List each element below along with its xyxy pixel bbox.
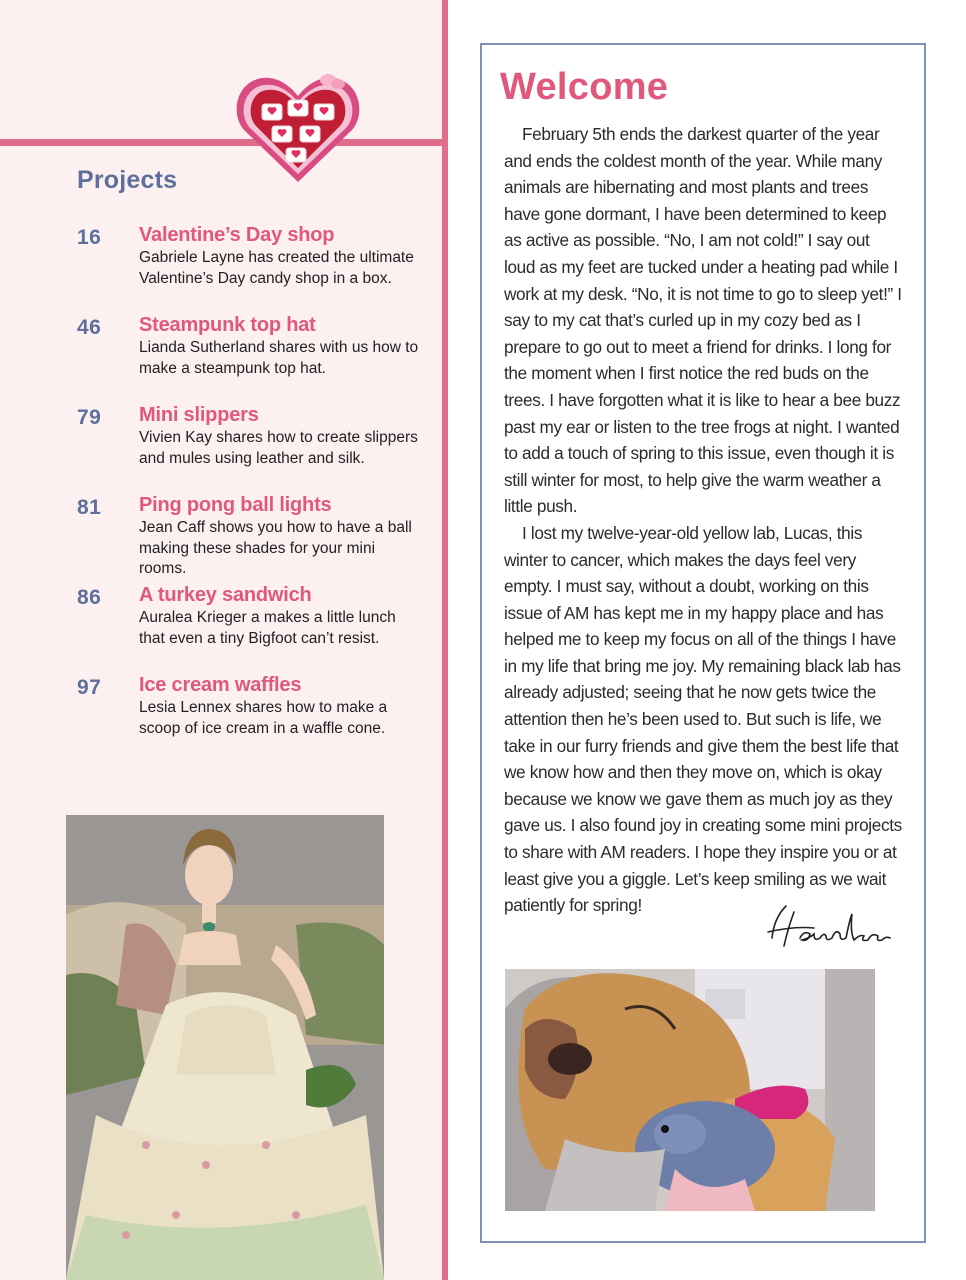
project-title[interactable]: Valentine’s Day shop [139,224,335,246]
doll-photo [66,815,384,1280]
vertical-divider [442,0,448,1280]
project-page-number: 16 [77,226,102,249]
projects-heading: Projects [77,166,178,194]
project-title[interactable]: Steampunk top hat [139,314,316,336]
project-page-number: 46 [77,316,102,339]
top-divider [0,139,444,146]
welcome-paragraph: I lost my twelve-year-old yellow lab, Lucas, this winter to cancer, which makes the days feel very empty. I must say, without a doubt, working on this issue of AM has kept me in my happy place and has helped me to keep my focus on all of the things I have in my life that bring me joy. My remaining black lab has already adjusted; seeing that he now gets twice the attention then he’s been used to. But such is life, we take in our furry friends and give them the best life that we know how and then they move on, which is okay because we know we gave them as much joy as they gave us. I also found joy in creating some mini projects to share with AM readers. I hope they inspire you or at least give you a giggle. Let’s keep smiling as we wait patiently for spring! [504,522,902,916]
project-page-number: 97 [77,676,102,699]
project-description: Lianda Sutherland shares with us how to make a steampunk top hat. [139,339,419,377]
candy-box-image [232,60,364,192]
project-title[interactable]: Mini slippers [139,404,259,426]
project-description: Jean Caff shows you how to have a ball making these shades for your mini rooms. [139,519,412,577]
signature-image [764,898,894,956]
project-page-number: 81 [77,496,102,519]
project-description: Auralea Krieger a makes a little lunch that even a tiny Bigfoot can’t resist. [139,609,396,647]
project-description: Gabriele Layne has created the ultimate Valentine’s Day candy shop in a box. [139,249,414,287]
project-title[interactable]: Ping pong ball lights [139,494,332,516]
welcome-title: Welcome [500,66,669,108]
project-page-number: 86 [77,586,102,609]
project-title[interactable]: Ice cream waffles [139,674,302,696]
welcome-paragraph: February 5th ends the darkest quarter of the year and ends the coldest month of the year. While many animals are hibernating and most plants and trees have gone dormant, I have been determined to keep as active as possible. “No, I am not cold!” I say out loud as my feet are tucked under a heating pad while I work at my desk. “No, it is not time to go to sleep yet!” I say to my cat that’s curled up in my cozy bed as I prepare to go out to meet a friend for drinks. I long for the moment when I first notice the red buds on the trees. I have forgotten what it is like to hear a bee buzz past my ear or listen to the tree frogs at night. I wanted to add a touch of spring to this issue, even though it is still winter for most, to help give the warm weather a little push. [504,124,902,517]
project-description: Vivien Kay shares how to create slippers and mules using leather and silk. [139,429,418,467]
project-description: Lesia Lennex shares how to make a scoop of ice cream in a waffle cone. [139,699,388,737]
welcome-body [504,121,904,919]
project-title[interactable]: A turkey sandwich [139,584,312,606]
dog-photo [505,969,875,1211]
project-page-number: 79 [77,406,102,429]
